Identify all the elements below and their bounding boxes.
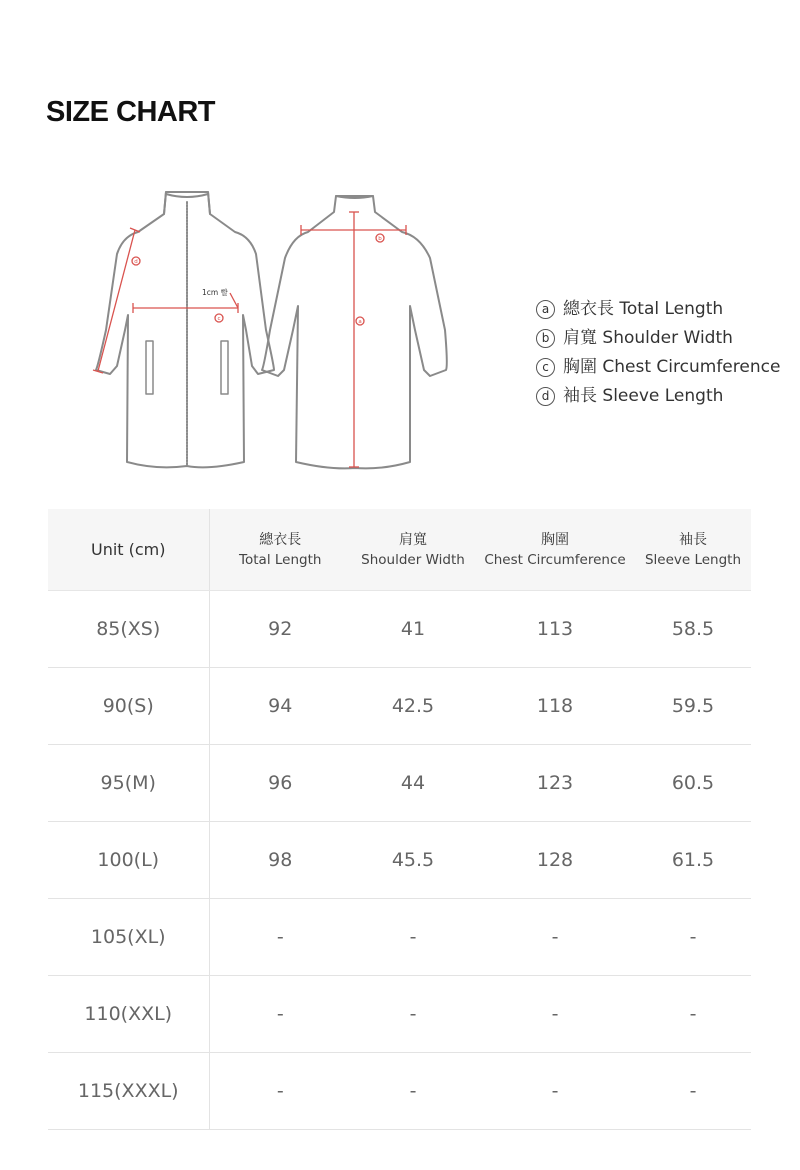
sleeve-length-value: 60.5 xyxy=(635,745,751,822)
chest-value: 113 xyxy=(475,591,635,668)
marker-c-icon: c xyxy=(536,358,555,377)
total-length-value: 94 xyxy=(209,668,351,745)
table-header-row xyxy=(48,509,751,591)
table-row xyxy=(48,1053,751,1130)
chest-value: - xyxy=(475,1053,635,1130)
chest-value: - xyxy=(475,976,635,1053)
total-length-value: 92 xyxy=(209,591,351,668)
marker-c: c xyxy=(217,316,221,322)
col-total-length: 總衣長 Total Length xyxy=(209,509,351,591)
shoulder-width-value: 45.5 xyxy=(351,822,475,899)
size-label: 90(S) xyxy=(48,668,209,745)
shoulder-width-value: 42.5 xyxy=(351,668,475,745)
sleeve-length-value: 59.5 xyxy=(635,668,751,745)
shoulder-width-value: - xyxy=(351,976,475,1053)
size-label: 85(XS) xyxy=(48,591,209,668)
coat-diagram xyxy=(80,180,460,480)
chest-value: 118 xyxy=(475,668,635,745)
legend-item: d 袖長 Sleeve Length xyxy=(536,383,780,412)
col-chest-circumference: 胸圍 Chest Circumference xyxy=(475,509,635,591)
sleeve-length-value: 61.5 xyxy=(635,822,751,899)
marker-d-icon: d xyxy=(536,387,555,406)
shoulder-width-value: - xyxy=(351,899,475,976)
shoulder-width-value: - xyxy=(351,1053,475,1130)
legend-item: b 肩寬 Shoulder Width xyxy=(536,325,780,354)
page-title: SIZE CHART xyxy=(46,96,215,128)
total-length-value: 98 xyxy=(209,822,351,899)
cm-note: 1cm 빨 xyxy=(202,288,228,297)
size-label: 115(XXXL) xyxy=(48,1053,209,1130)
total-length-value: - xyxy=(209,899,351,976)
chest-value: - xyxy=(475,899,635,976)
chest-value: 128 xyxy=(475,822,635,899)
total-length-value: 96 xyxy=(209,745,351,822)
col-shoulder-width: 肩寬 Shoulder Width xyxy=(351,509,475,591)
marker-b-icon: b xyxy=(536,329,555,348)
marker-a: a xyxy=(358,319,362,325)
shoulder-width-value: 44 xyxy=(351,745,475,822)
total-length-value: - xyxy=(209,976,351,1053)
measurement-legend xyxy=(536,296,780,412)
col-sleeve-length: 袖長 Sleeve Length xyxy=(635,509,751,591)
sleeve-length-value: - xyxy=(635,899,751,976)
unit-header: Unit (cm) xyxy=(48,509,209,591)
table-row xyxy=(48,899,751,976)
measurement-lines xyxy=(93,212,406,467)
marker-a-icon: a xyxy=(536,300,555,319)
marker-b: b xyxy=(378,236,382,242)
sleeve-length-value: - xyxy=(635,1053,751,1130)
legend-item: a 總衣長 Total Length xyxy=(536,296,780,325)
sleeve-length-value: 58.5 xyxy=(635,591,751,668)
sleeve-length-value: - xyxy=(635,976,751,1053)
marker-d: d xyxy=(134,259,138,265)
size-label: 105(XL) xyxy=(48,899,209,976)
table-row xyxy=(48,822,751,899)
table-row xyxy=(48,591,751,668)
size-label: 100(L) xyxy=(48,822,209,899)
table-row xyxy=(48,745,751,822)
size-table xyxy=(48,509,751,1130)
shoulder-width-value: 41 xyxy=(351,591,475,668)
legend-item: c 胸圍 Chest Circumference xyxy=(536,354,780,383)
size-label: 110(XXL) xyxy=(48,976,209,1053)
table-row xyxy=(48,976,751,1053)
chest-value: 123 xyxy=(475,745,635,822)
table-row xyxy=(48,668,751,745)
total-length-value: - xyxy=(209,1053,351,1130)
front-coat-outline xyxy=(96,192,274,467)
size-label: 95(M) xyxy=(48,745,209,822)
